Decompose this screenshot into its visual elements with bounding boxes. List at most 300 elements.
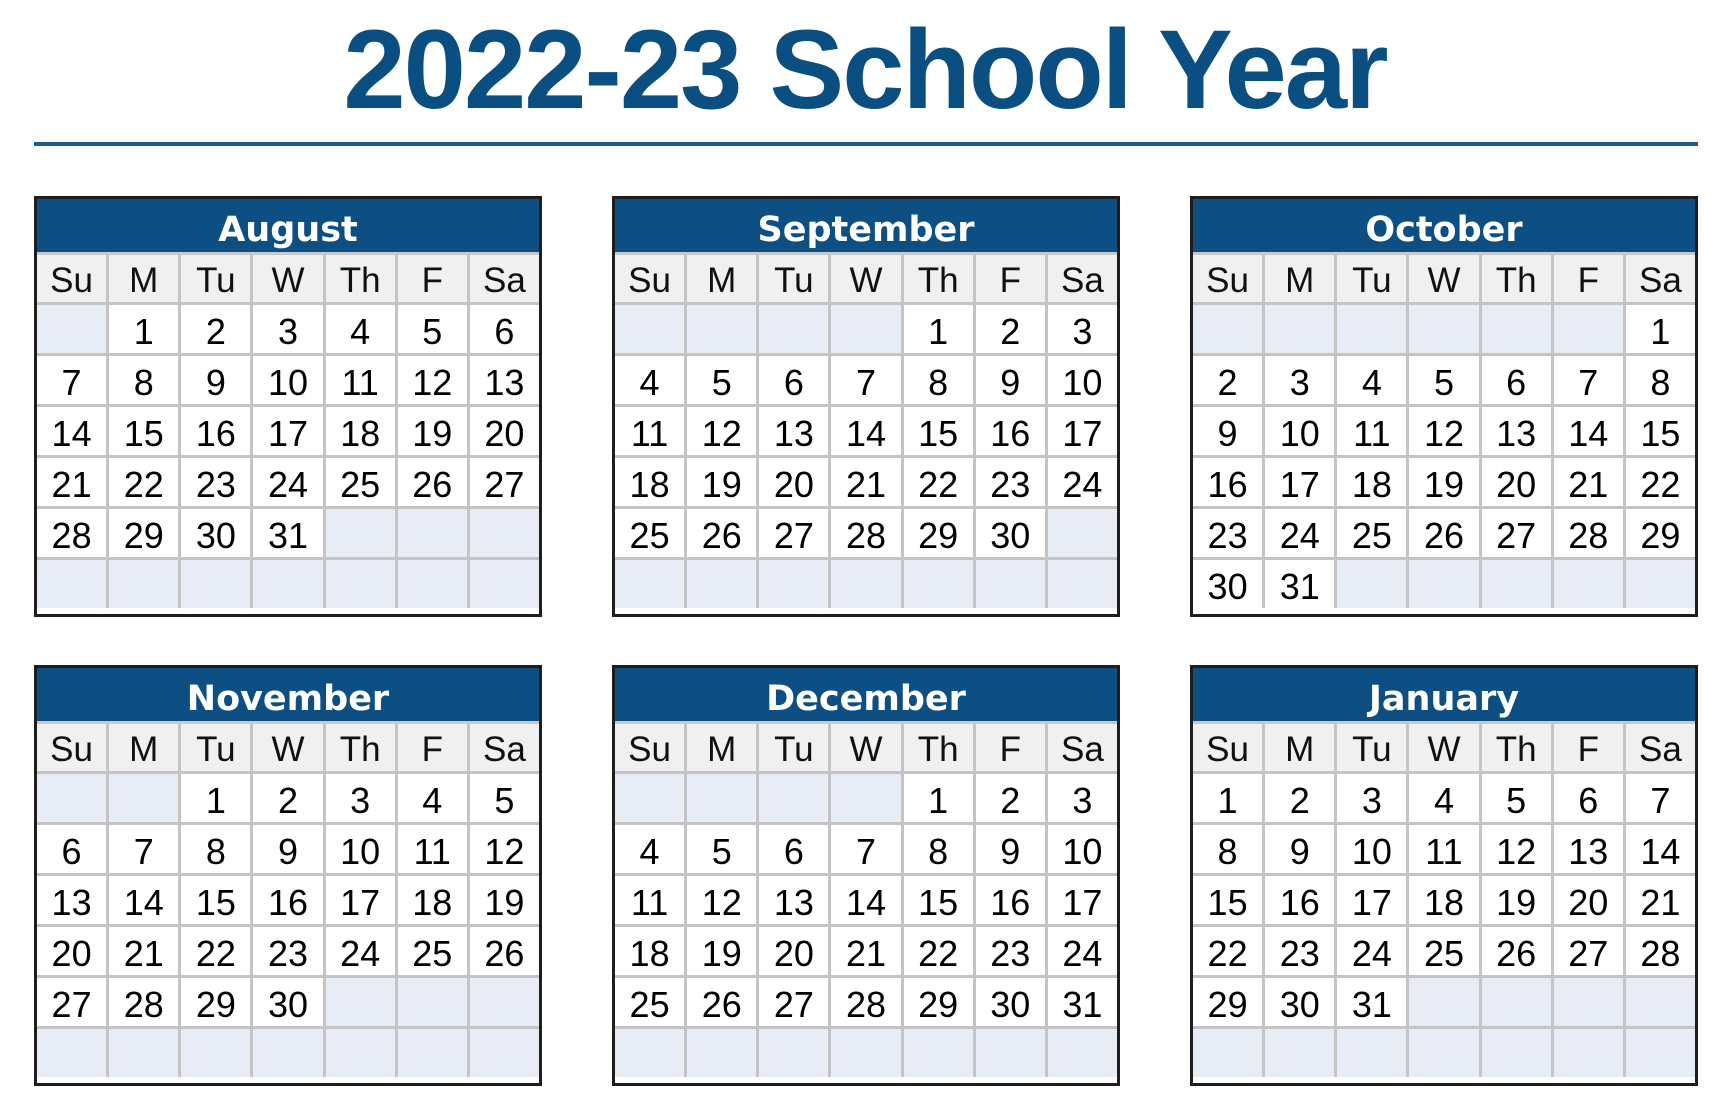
calendar-day: 6	[759, 825, 828, 873]
month-october	[1190, 196, 1698, 617]
calendar-day: 2	[976, 305, 1045, 353]
empty-day-cell	[37, 774, 106, 822]
empty-day-cell	[1409, 978, 1478, 1026]
calendar-day: 1	[109, 305, 178, 353]
calendar-day: 10	[326, 825, 395, 873]
calendar-day: 25	[1337, 509, 1406, 557]
calendar-day: 26	[1409, 509, 1478, 557]
calendar-day: 3	[1337, 774, 1406, 822]
calendar-day: 30	[1265, 978, 1334, 1026]
calendar-day: 12	[1482, 825, 1551, 873]
title-divider	[34, 142, 1698, 146]
empty-day-cell	[1554, 1029, 1623, 1077]
empty-day-cell	[470, 978, 539, 1026]
empty-day-cell	[181, 1029, 250, 1077]
calendar-day: 28	[1626, 927, 1695, 975]
empty-day-cell	[759, 774, 828, 822]
calendar-day: 3	[1048, 774, 1117, 822]
calendar-day: 17	[1337, 876, 1406, 924]
empty-day-cell	[109, 1029, 178, 1077]
weekday-label: M	[109, 724, 178, 771]
weekday-label: Su	[37, 255, 106, 302]
calendar-day: 8	[1626, 356, 1695, 404]
calendar-day: 22	[1193, 927, 1262, 975]
empty-day-cell	[831, 1029, 900, 1077]
calendar-day: 24	[326, 927, 395, 975]
weekday-label: F	[976, 255, 1045, 302]
month-grid	[37, 724, 539, 1077]
calendar-day: 21	[109, 927, 178, 975]
calendar-day: 26	[1482, 927, 1551, 975]
calendar-day: 15	[109, 407, 178, 455]
calendar-day: 16	[1265, 876, 1334, 924]
calendar-day: 4	[1337, 356, 1406, 404]
calendar-day: 1	[1193, 774, 1262, 822]
empty-day-cell	[326, 509, 395, 557]
empty-day-cell	[1554, 978, 1623, 1026]
calendar-day: 7	[831, 356, 900, 404]
calendar-day: 11	[326, 356, 395, 404]
calendar-day: 15	[181, 876, 250, 924]
calendar-day: 10	[1265, 407, 1334, 455]
month-title: October	[1193, 199, 1695, 255]
empty-day-cell	[1193, 305, 1262, 353]
empty-day-cell	[109, 560, 178, 608]
calendar-day: 20	[1554, 876, 1623, 924]
empty-day-cell	[1554, 560, 1623, 608]
calendar-day: 23	[1193, 509, 1262, 557]
empty-day-cell	[1409, 1029, 1478, 1077]
empty-day-cell	[326, 978, 395, 1026]
calendar-day: 31	[1265, 560, 1334, 608]
weekday-label: W	[1409, 255, 1478, 302]
empty-day-cell	[37, 305, 106, 353]
calendar-day: 29	[1193, 978, 1262, 1026]
calendar-day: 17	[326, 876, 395, 924]
calendar-day: 25	[1409, 927, 1478, 975]
calendar-day: 28	[37, 509, 106, 557]
weekday-label: Tu	[1337, 255, 1406, 302]
weekday-label: Su	[615, 724, 684, 771]
calendar-day: 20	[37, 927, 106, 975]
weekday-label: Th	[904, 255, 973, 302]
weekday-label: F	[1554, 724, 1623, 771]
calendar-day: 29	[904, 978, 973, 1026]
weekday-label: Sa	[1626, 724, 1695, 771]
calendar-day: 9	[976, 356, 1045, 404]
calendar-day: 3	[253, 305, 322, 353]
empty-day-cell	[253, 560, 322, 608]
calendar-day: 18	[615, 458, 684, 506]
calendar-day: 12	[687, 876, 756, 924]
empty-day-cell	[1337, 1029, 1406, 1077]
calendar-day: 1	[1626, 305, 1695, 353]
calendar-day: 20	[470, 407, 539, 455]
calendar-day: 24	[1337, 927, 1406, 975]
empty-day-cell	[398, 1029, 467, 1077]
weekday-label: Sa	[470, 255, 539, 302]
empty-day-cell	[398, 560, 467, 608]
empty-day-cell	[687, 560, 756, 608]
calendar-day: 14	[831, 407, 900, 455]
calendar-day: 2	[181, 305, 250, 353]
calendar-day: 23	[181, 458, 250, 506]
calendar-day: 23	[1265, 927, 1334, 975]
calendar-day: 11	[615, 876, 684, 924]
month-december	[612, 665, 1120, 1086]
empty-day-cell	[687, 1029, 756, 1077]
weekday-label: Tu	[181, 255, 250, 302]
calendar-day: 8	[181, 825, 250, 873]
calendar-day: 28	[1554, 509, 1623, 557]
weekday-label: W	[1409, 724, 1478, 771]
weekday-label: Th	[1482, 255, 1551, 302]
calendar-day: 24	[253, 458, 322, 506]
calendar-day: 6	[1554, 774, 1623, 822]
empty-day-cell	[904, 1029, 973, 1077]
calendar-day: 28	[831, 978, 900, 1026]
calendar-day: 2	[1265, 774, 1334, 822]
calendar-day: 5	[1482, 774, 1551, 822]
calendar-day: 10	[1337, 825, 1406, 873]
calendar-day: 7	[831, 825, 900, 873]
empty-day-cell	[759, 305, 828, 353]
weekday-label: M	[1265, 724, 1334, 771]
empty-day-cell	[1626, 560, 1695, 608]
weekday-label: Tu	[759, 255, 828, 302]
calendar-day: 16	[976, 876, 1045, 924]
calendar-day: 13	[1482, 407, 1551, 455]
calendar-day: 5	[687, 825, 756, 873]
calendar-day: 5	[1409, 356, 1478, 404]
calendar-day: 13	[1554, 825, 1623, 873]
month-grid	[37, 255, 539, 608]
calendar-day: 12	[398, 356, 467, 404]
calendar-day: 16	[1193, 458, 1262, 506]
weekday-label: Sa	[1626, 255, 1695, 302]
calendar-day: 27	[759, 978, 828, 1026]
calendar-day: 21	[1554, 458, 1623, 506]
weekday-label: M	[1265, 255, 1334, 302]
empty-day-cell	[1265, 1029, 1334, 1077]
empty-day-cell	[470, 1029, 539, 1077]
calendar-day: 25	[398, 927, 467, 975]
calendar-day: 15	[1626, 407, 1695, 455]
calendar-day: 21	[831, 458, 900, 506]
empty-day-cell	[615, 560, 684, 608]
empty-day-cell	[1626, 1029, 1695, 1077]
month-grid	[1193, 255, 1695, 608]
empty-day-cell	[831, 305, 900, 353]
calendar-day: 13	[470, 356, 539, 404]
empty-day-cell	[1482, 978, 1551, 1026]
weekday-label: W	[831, 255, 900, 302]
calendar-day: 31	[1048, 978, 1117, 1026]
calendar-day: 26	[470, 927, 539, 975]
calendar-day: 9	[253, 825, 322, 873]
calendar-day: 9	[181, 356, 250, 404]
calendar-day: 12	[687, 407, 756, 455]
calendar-day: 11	[615, 407, 684, 455]
calendar-day: 7	[109, 825, 178, 873]
calendar-day: 28	[109, 978, 178, 1026]
empty-day-cell	[398, 509, 467, 557]
calendar-day: 4	[1409, 774, 1478, 822]
weekday-label: F	[398, 255, 467, 302]
calendar-day: 13	[759, 876, 828, 924]
weekday-label: F	[398, 724, 467, 771]
calendar-day: 22	[904, 927, 973, 975]
calendar-day: 24	[1265, 509, 1334, 557]
month-grid	[615, 724, 1117, 1077]
calendar-day: 30	[1193, 560, 1262, 608]
calendar-day: 9	[1193, 407, 1262, 455]
empty-day-cell	[831, 560, 900, 608]
calendar-day: 26	[687, 978, 756, 1026]
calendar-day: 19	[470, 876, 539, 924]
weekday-label: Tu	[181, 724, 250, 771]
calendar-day: 25	[615, 978, 684, 1026]
empty-day-cell	[1265, 305, 1334, 353]
weekday-label: W	[831, 724, 900, 771]
weekday-label: Tu	[759, 724, 828, 771]
calendar-day: 18	[615, 927, 684, 975]
calendar-day: 23	[976, 927, 1045, 975]
calendar-day: 19	[687, 458, 756, 506]
calendar-day: 8	[109, 356, 178, 404]
calendar-day: 31	[253, 509, 322, 557]
empty-day-cell	[470, 560, 539, 608]
calendar-day: 14	[1626, 825, 1695, 873]
empty-day-cell	[1482, 305, 1551, 353]
empty-day-cell	[1409, 305, 1478, 353]
calendar-day: 12	[470, 825, 539, 873]
calendar-day: 3	[326, 774, 395, 822]
calendar-day: 9	[976, 825, 1045, 873]
calendar-day: 7	[1554, 356, 1623, 404]
calendar-day: 9	[1265, 825, 1334, 873]
calendar-day: 29	[109, 509, 178, 557]
calendar-day: 7	[1626, 774, 1695, 822]
month-november	[34, 665, 542, 1086]
calendar-day: 5	[687, 356, 756, 404]
month-title: August	[37, 199, 539, 255]
calendar-day: 10	[253, 356, 322, 404]
calendar-day: 3	[1048, 305, 1117, 353]
weekday-label: Su	[37, 724, 106, 771]
weekday-label: W	[253, 255, 322, 302]
calendar-day: 6	[37, 825, 106, 873]
weekday-label: Th	[1482, 724, 1551, 771]
calendar-day: 27	[1554, 927, 1623, 975]
calendar-day: 16	[253, 876, 322, 924]
calendar-day: 17	[1048, 407, 1117, 455]
calendar-day: 22	[109, 458, 178, 506]
calendar-day: 2	[1193, 356, 1262, 404]
calendar-day: 17	[253, 407, 322, 455]
weekday-label: Su	[1193, 724, 1262, 771]
calendar-day: 30	[253, 978, 322, 1026]
calendar-day: 22	[181, 927, 250, 975]
calendar-day: 27	[759, 509, 828, 557]
weekday-label: Th	[904, 724, 973, 771]
month-august	[34, 196, 542, 617]
calendar-day: 16	[181, 407, 250, 455]
empty-day-cell	[109, 774, 178, 822]
calendar-day: 11	[1337, 407, 1406, 455]
calendar-day: 12	[1409, 407, 1478, 455]
calendar-day: 1	[181, 774, 250, 822]
calendar-day: 29	[181, 978, 250, 1026]
calendar-day: 17	[1265, 458, 1334, 506]
month-title: January	[1193, 668, 1695, 724]
calendar-day: 8	[904, 825, 973, 873]
weekday-label: Su	[615, 255, 684, 302]
calendar-day: 1	[904, 305, 973, 353]
calendar-day: 27	[37, 978, 106, 1026]
weekday-label: Tu	[1337, 724, 1406, 771]
month-title: December	[615, 668, 1117, 724]
empty-day-cell	[1626, 978, 1695, 1026]
calendar-day: 4	[398, 774, 467, 822]
calendar-day: 30	[976, 978, 1045, 1026]
weekday-label: F	[976, 724, 1045, 771]
weekday-label: Th	[326, 724, 395, 771]
calendar-day: 23	[976, 458, 1045, 506]
empty-day-cell	[398, 978, 467, 1026]
month-grid	[1193, 724, 1695, 1077]
calendar-day: 24	[1048, 927, 1117, 975]
calendar-day: 10	[1048, 356, 1117, 404]
calendar-day: 24	[1048, 458, 1117, 506]
empty-day-cell	[1337, 305, 1406, 353]
calendar-day: 21	[831, 927, 900, 975]
empty-day-cell	[326, 1029, 395, 1077]
empty-day-cell	[615, 1029, 684, 1077]
calendar-day: 14	[1554, 407, 1623, 455]
weekday-label: M	[109, 255, 178, 302]
calendar-day: 23	[253, 927, 322, 975]
calendar-day: 2	[976, 774, 1045, 822]
weekday-label: F	[1554, 255, 1623, 302]
empty-day-cell	[1554, 305, 1623, 353]
empty-day-cell	[326, 560, 395, 608]
calendar-day: 26	[687, 509, 756, 557]
calendar-day: 26	[398, 458, 467, 506]
empty-day-cell	[759, 560, 828, 608]
weekday-label: M	[687, 255, 756, 302]
calendar-day: 21	[37, 458, 106, 506]
page-title: 2022-23 School Year	[343, 7, 1387, 132]
calendar-day: 18	[326, 407, 395, 455]
weekday-label: M	[687, 724, 756, 771]
empty-day-cell	[615, 774, 684, 822]
empty-day-cell	[976, 1029, 1045, 1077]
calendar-day: 30	[976, 509, 1045, 557]
weekday-label: W	[253, 724, 322, 771]
calendar-day: 14	[109, 876, 178, 924]
weekday-label: Sa	[470, 724, 539, 771]
empty-day-cell	[687, 774, 756, 822]
empty-day-cell	[37, 1029, 106, 1077]
empty-day-cell	[1193, 1029, 1262, 1077]
month-january	[1190, 665, 1698, 1086]
empty-day-cell	[1048, 560, 1117, 608]
calendar-day: 8	[1193, 825, 1262, 873]
calendar-day: 13	[759, 407, 828, 455]
calendar-day: 21	[1626, 876, 1695, 924]
weekday-label: Sa	[1048, 255, 1117, 302]
calendar-day: 28	[831, 509, 900, 557]
empty-day-cell	[615, 305, 684, 353]
month-title: November	[37, 668, 539, 724]
empty-day-cell	[759, 1029, 828, 1077]
calendar-day: 15	[904, 876, 973, 924]
calendar-day: 1	[904, 774, 973, 822]
calendar-day: 25	[326, 458, 395, 506]
calendar-day: 13	[37, 876, 106, 924]
calendar-day: 14	[37, 407, 106, 455]
empty-day-cell	[470, 509, 539, 557]
calendar-day: 5	[470, 774, 539, 822]
calendar-day: 17	[1048, 876, 1117, 924]
empty-day-cell	[687, 305, 756, 353]
calendar-day: 11	[398, 825, 467, 873]
calendar-day: 22	[904, 458, 973, 506]
calendar-day: 8	[904, 356, 973, 404]
calendar-day: 27	[1482, 509, 1551, 557]
calendar-day: 18	[398, 876, 467, 924]
calendar-day: 2	[253, 774, 322, 822]
calendar-day: 29	[1626, 509, 1695, 557]
calendar-day: 14	[831, 876, 900, 924]
empty-day-cell	[831, 774, 900, 822]
calendar-day: 11	[1409, 825, 1478, 873]
calendar-day: 22	[1626, 458, 1695, 506]
calendar-day: 16	[976, 407, 1045, 455]
calendar-day: 10	[1048, 825, 1117, 873]
calendar-day: 19	[398, 407, 467, 455]
calendar-day: 20	[759, 458, 828, 506]
calendar-day: 18	[1409, 876, 1478, 924]
empty-day-cell	[1048, 1029, 1117, 1077]
calendar-day: 19	[1409, 458, 1478, 506]
calendar-day: 25	[615, 509, 684, 557]
calendar-day: 6	[1482, 356, 1551, 404]
calendar-day: 20	[1482, 458, 1551, 506]
weekday-label: Th	[326, 255, 395, 302]
empty-day-cell	[1048, 509, 1117, 557]
calendar-day: 27	[470, 458, 539, 506]
calendar-day: 29	[904, 509, 973, 557]
month-september	[612, 196, 1120, 617]
calendar-day: 6	[759, 356, 828, 404]
empty-day-cell	[976, 560, 1045, 608]
empty-day-cell	[904, 560, 973, 608]
empty-day-cell	[1482, 1029, 1551, 1077]
calendar-day: 30	[181, 509, 250, 557]
month-grid	[615, 255, 1117, 608]
calendar-day: 18	[1337, 458, 1406, 506]
calendar-day: 4	[615, 356, 684, 404]
calendar-day: 4	[326, 305, 395, 353]
calendar-day: 19	[687, 927, 756, 975]
empty-day-cell	[1409, 560, 1478, 608]
calendar-day: 6	[470, 305, 539, 353]
weekday-label: Sa	[1048, 724, 1117, 771]
weekday-label: Su	[1193, 255, 1262, 302]
month-title: September	[615, 199, 1117, 255]
